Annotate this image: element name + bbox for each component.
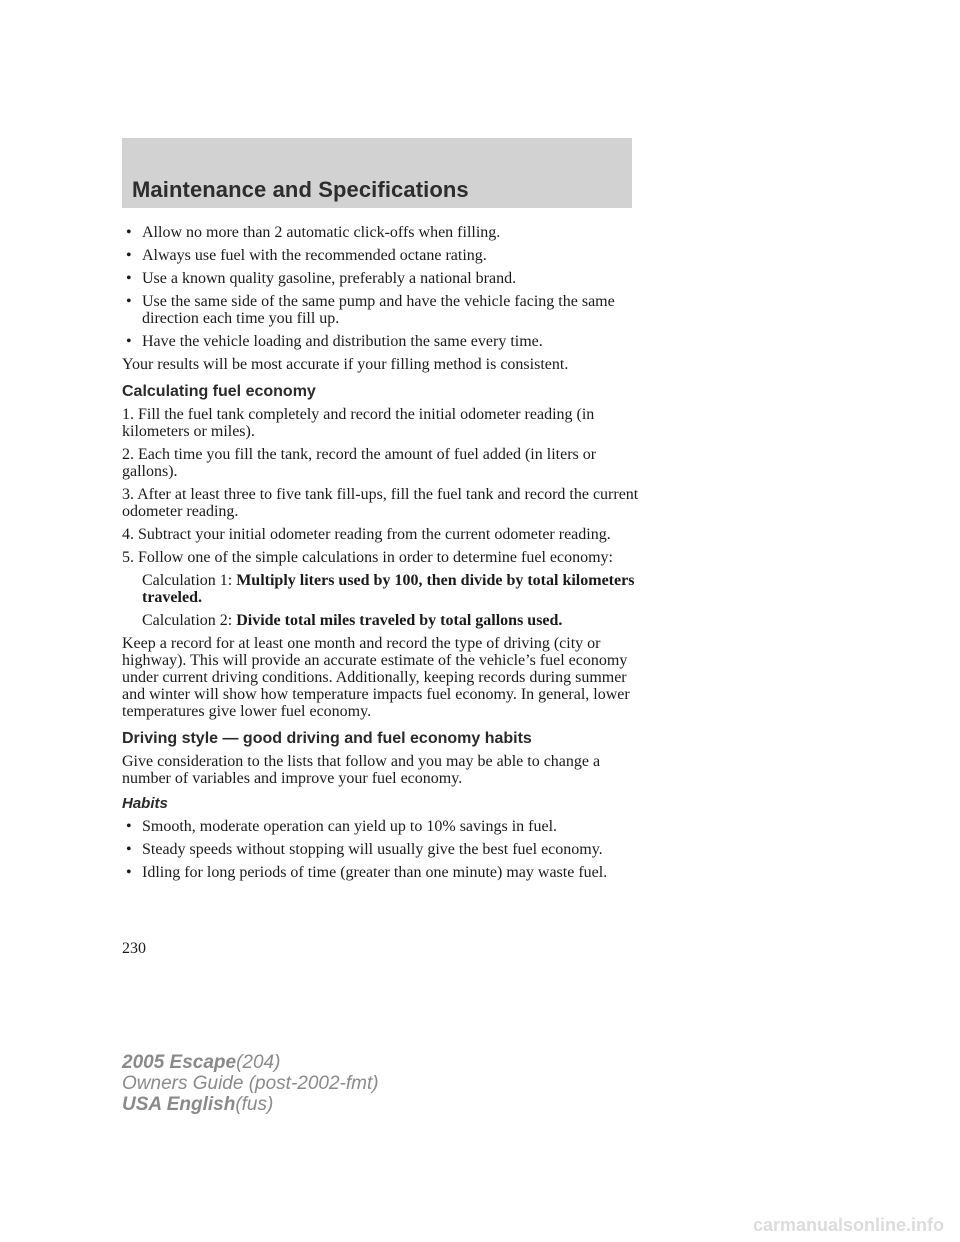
bullet-icon: • — [126, 293, 132, 310]
step-5: 5. Follow one of the simple calculations in order to determine fuel economy: — [122, 549, 613, 566]
bullet-icon: • — [126, 818, 132, 835]
habits-subheading: Habits — [122, 795, 168, 812]
footer-line-2: Owners Guide (post-2002-fmt) — [122, 1073, 379, 1094]
step-3: 3. After at least three to five tank fill-ups, fill the fuel tank and record the current odometer reading. — [122, 486, 639, 520]
calculating-heading: Calculating fuel economy — [122, 383, 316, 400]
footer-line-3: USA English(fus) — [122, 1094, 274, 1115]
watermark: carmanualsonline.info — [752, 1215, 944, 1235]
footer-line-1: 2005 Escape(204) — [122, 1052, 281, 1073]
step-4: 4. Subtract your initial odometer reading from the current odometer reading. — [122, 526, 611, 543]
record-paragraph: Keep a record for at least one month and record the type of driving (city or highway). This will provide an accurate estimate of the vehicle’s fuel economy under current driving conditions. Additionally, keeping records during summer and winter will show how temperature impacts fuel economy. In general, lower temperatures give lower fuel economy. — [122, 635, 630, 720]
list-item: • Smooth, moderate operation can yield up to 10% savings in fuel. — [126, 818, 558, 835]
list-item: • Steady speeds without stopping will usually give the best fuel economy. — [126, 841, 603, 858]
calculation-1 — [122, 572, 642, 606]
driving-style-heading: Driving style — good driving and fuel economy habits — [122, 730, 532, 747]
step-2: 2. Each time you fill the tank, record the amount of fuel added (in liters or gallons). — [122, 446, 597, 480]
calculation-1-label: Calculation 1: — [142, 572, 237, 589]
step-1: 1. Fill the fuel tank completely and record the initial odometer reading (in kilometers or miles). — [122, 406, 595, 440]
bullet-icon: • — [126, 270, 132, 287]
driving-intro: Give consideration to the lists that follow and you may be able to change a number of variables and improve your fuel economy. — [122, 753, 601, 787]
footer — [122, 1052, 379, 1115]
bullet-icon: • — [126, 841, 132, 858]
list-item: • Allow no more than 2 automatic click-offs when filling. — [126, 224, 501, 241]
calculation-2-text: Divide total miles traveled by total gallons used. — [236, 612, 563, 629]
list-item: • Always use fuel with the recommended octane rating. — [126, 247, 487, 264]
bullet-icon: • — [126, 333, 132, 350]
list-item: • Use a known quality gasoline, preferably a national brand. — [126, 270, 517, 287]
list-item: • Idling for long periods of time (greater than one minute) may waste fuel. — [126, 864, 608, 881]
list-item: • Use the same side of the same pump and have the vehicle facing the same direction each time you fill up. — [126, 293, 615, 327]
calculation-2-label: Calculation 2: — [142, 612, 237, 629]
calculation-2 — [122, 612, 642, 629]
page-number: 230 — [122, 940, 146, 957]
page-title: Maintenance and Specifications — [132, 177, 469, 202]
calculation-1-text: Multiply liters used by 100, then divide by total kilometers traveled. — [142, 572, 635, 606]
bullet-icon: • — [126, 247, 132, 264]
page-content — [122, 224, 642, 887]
list-item: • Have the vehicle loading and distribution the same every time. — [126, 333, 543, 350]
consistency-paragraph: Your results will be most accurate if your filling method is consistent. — [122, 356, 569, 373]
bullet-icon: • — [126, 864, 132, 881]
bullet-icon: • — [126, 224, 132, 241]
